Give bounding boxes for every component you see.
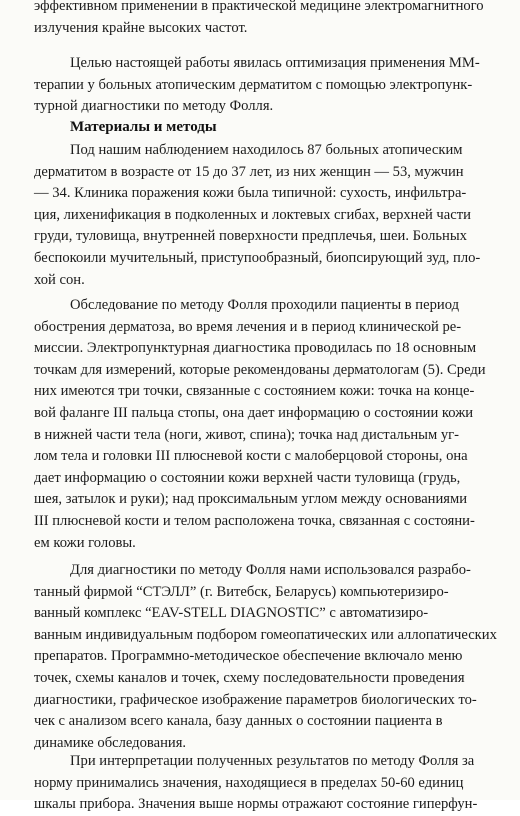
text-line: шкалы прибора. Значения выше нормы отражают состояние гиперфун-: [34, 796, 478, 813]
text-line: дает информацию о состоянии кожи верхней части туловища (грудь,: [34, 469, 461, 486]
text-line: вой фаланге III пальца стопы, она дает информацию о состоянии кожи: [34, 404, 474, 421]
text-line: танный фирмой “СТЭЛЛ” (г. Витебск, Беларусь) компьютеризиро-: [34, 583, 449, 600]
text-line: Обследование по методу Фолля проходили пациенты в период: [70, 297, 460, 313]
text-line: III плюсневой кости и телом расположена точка, связанная с состояни-: [34, 512, 475, 529]
text-line: точкам для измерений, которые рекомендованы дерматологам (5). Среди: [34, 361, 486, 378]
text-line: эффективном применении в практической медицине электромагнитного: [34, 0, 484, 14]
text-line: препаратов. Программно-методическое обеспечение включало меню: [34, 648, 463, 665]
text-line: Под нашим наблюдением находилось 87 больных атопическим: [70, 142, 463, 158]
text-line: ем кожи головы.: [34, 534, 136, 551]
text-line: миссии. Электропунктурная диагностика проводилась по 18 основным: [34, 340, 477, 357]
text-line: терапии у больных атопическим дерматитом с помощью электропунк-: [34, 76, 473, 93]
text-line: ванный комплекс “EAV-STELL DIAGNOSTIC” с автоматизиро-: [34, 605, 429, 622]
text-line: При интерпретации полученных результатов по методу Фолля за: [70, 753, 475, 769]
paragraph-interpretation: [34, 751, 510, 816]
text-line: турной диагностики по методу Фолля.: [34, 98, 274, 115]
text-line: шея, затылок и руки); над проксимальным углом между основаниями: [34, 491, 468, 508]
text-line: дерматитом в возрасте от 15 до 37 лет, из них женщин — 53, мужчин: [34, 163, 464, 180]
text-line: излучения крайне высоких частот.: [34, 19, 248, 36]
paragraph-continuation: [34, 0, 510, 39]
section-heading: Материалы и методы: [70, 119, 217, 135]
text-line: беспокоили мучительный, приступообразный, биопсирующий зуд, пло-: [34, 249, 481, 266]
text-line: ванным индивидуальным подбором гомеопатических или аллопатических: [34, 626, 497, 643]
text-line: хой сон.: [34, 271, 85, 288]
text-line: Целью настоящей работы явилась оптимизация применения ММ-: [70, 55, 480, 71]
paragraph-purpose: [34, 53, 510, 118]
text-line: обострения дерматоза, во время лечения и в период клинической ре-: [34, 318, 462, 335]
text-line: Для диагностики по методу Фолля нами использовался разрабо-: [70, 562, 471, 578]
text-line: в нижней части тела (ноги, живот, спина); точка над дистальным уг-: [34, 426, 460, 443]
text-line: ция, лихенификация в подколенных и локтевых сгибах, верхней части: [34, 206, 471, 223]
text-line: них имеются три точки, связанные с состоянием кожи: точка на конце-: [34, 383, 475, 400]
paragraph-patients: [34, 140, 510, 291]
paragraph-examination: [34, 295, 510, 554]
text-line: чек с анализом всего канала, базу данных о состоянии пациента в: [34, 713, 443, 730]
text-line: диагностики, графическое изображение параметров биологических то-: [34, 691, 477, 708]
text-line: точек, схемы каналов и точек, схему последовательности проведения: [34, 669, 465, 686]
text-line: — 34. Клиника поражения кожи была типичной: сухость, инфильтра-: [34, 185, 467, 202]
text-line: норму принимались значения, находящиеся в пределах 50-60 единиц: [34, 774, 464, 791]
text-line: груди, туловища, внутренней поверхности предплечья, шеи. Больных: [34, 228, 467, 245]
text-line: динамике обследования.: [34, 734, 187, 751]
text-line: лом тела и головки III плюсневой кости с малоберцовой стороны, она: [34, 448, 468, 465]
paragraph-diagnostics: [34, 560, 510, 754]
